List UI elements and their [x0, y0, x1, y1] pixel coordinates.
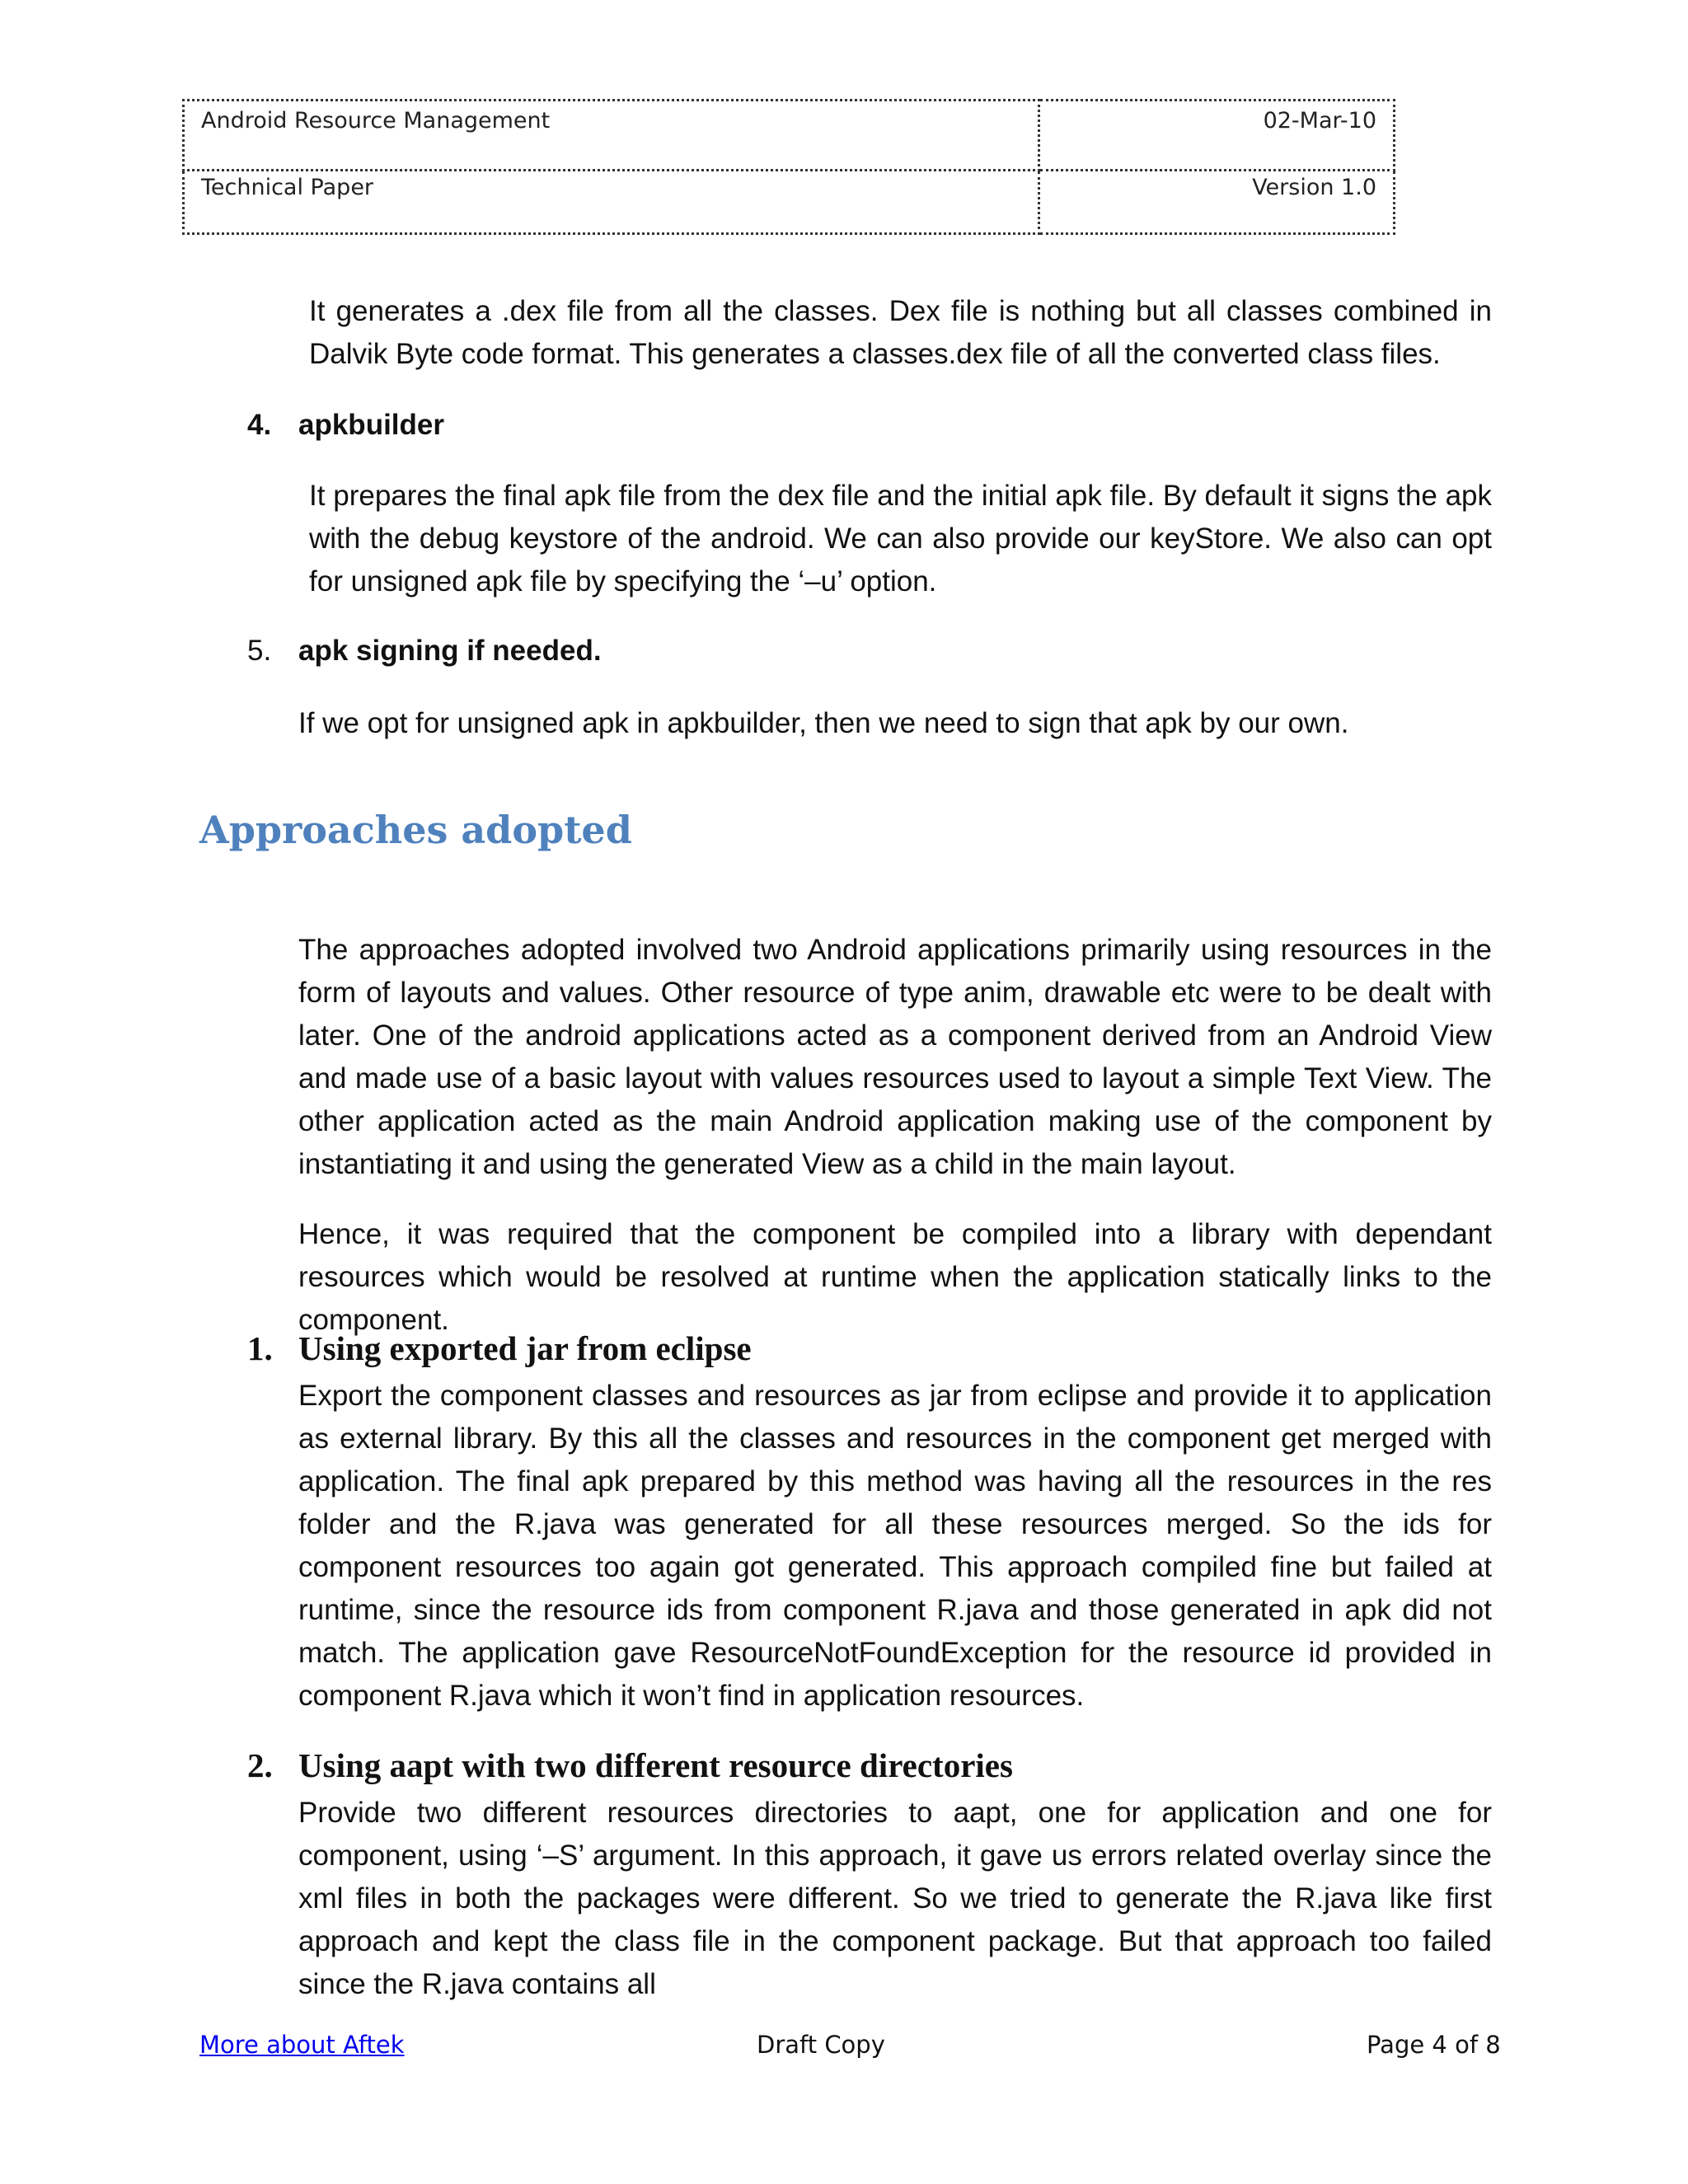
- item-4-title: apkbuilder: [298, 409, 444, 441]
- approach-2-title: Using aapt with two different resource directories: [298, 1746, 1013, 1784]
- item-5-text: If we opt for unsigned apk in apkbuilder, then we need to sign that apk by our own.: [298, 707, 1349, 739]
- approach-1-title: Using exported jar from eclipse: [298, 1329, 752, 1367]
- approach-2-text: Provide two different resources directories to aapt, one for application and one for component, using ‘–S’ argument. In this approach, it gave us errors related overlay since the xml files in both the packages were different. So we tried to generate the R.java like first approach and kept the class file in the component package. But that approach too failed since the R.java contains all: [298, 1797, 1492, 2000]
- approach-1-text: Export the component classes and resources as jar from eclipse and provide it to application as external library. By this all the classes and resources in the component get merged with application. The final apk prepared by this method was having all the resources in the res folder and the R.java was generated for all these resources merged. So the ids for component resources too again got generated. This approach compiled fine but failed at runtime, since the resource ids from component R.java and those generated in apk did not match. The application gave ResourceNotFoundException for the resource id provided in component R.java which it won’t find in application resources.: [298, 1380, 1492, 1712]
- item-5-title: apk signing if needed.: [298, 635, 602, 667]
- footer-link-more-about-aftek[interactable]: More about Aftek: [199, 2031, 405, 2059]
- footer-page-number: Page 4 of 8: [1367, 2031, 1501, 2059]
- approach-1-number: 1.: [247, 1329, 273, 1367]
- header-doc-type: Technical Paper: [184, 171, 1039, 234]
- header-date: 02-Mar-10: [1039, 101, 1394, 171]
- section-heading: Approaches adopted: [199, 808, 632, 852]
- footer-draft-copy: Draft Copy: [757, 2031, 885, 2059]
- header-version: Version 1.0: [1039, 171, 1394, 234]
- header-title: Android Resource Management: [184, 101, 1039, 171]
- paragraph-approaches: The approaches adopted involved two Android applications primarily using resources in the form of layouts and values. Other resource of type anim, drawable etc were to be dealt with later. One of the android applications acted as a component derived from an Android View and made use of a basic layout with values resources used to layout a simple Text View. The other application acted as the main Android application making use of the component by instantiating it and using the generated View as a child in the main layout.: [298, 934, 1492, 1180]
- item-4-number: 4.: [247, 409, 272, 441]
- approach-2-number: 2.: [247, 1746, 273, 1784]
- paragraph-hence: Hence, it was required that the component be compiled into a library with dependant resources which would be resolved at runtime when the application statically links to the component.: [298, 1218, 1492, 1336]
- item-4-text: It prepares the final apk file from the dex file and the initial apk file. By default it signs the apk with the debug keystore of the android. We can also provide our keyStore. We also can opt for unsigned apk file by specifying the ‘–u’ option.: [309, 480, 1492, 598]
- footer-link-wrapper: [199, 2031, 405, 2059]
- header-table: [182, 99, 1395, 235]
- item-5-number: 5.: [247, 635, 272, 667]
- paragraph-dex: It generates a .dex file from all the classes. Dex file is nothing but all classes combined in Dalvik Byte code format. This generates a classes.dex file of all the converted class files.: [309, 295, 1492, 370]
